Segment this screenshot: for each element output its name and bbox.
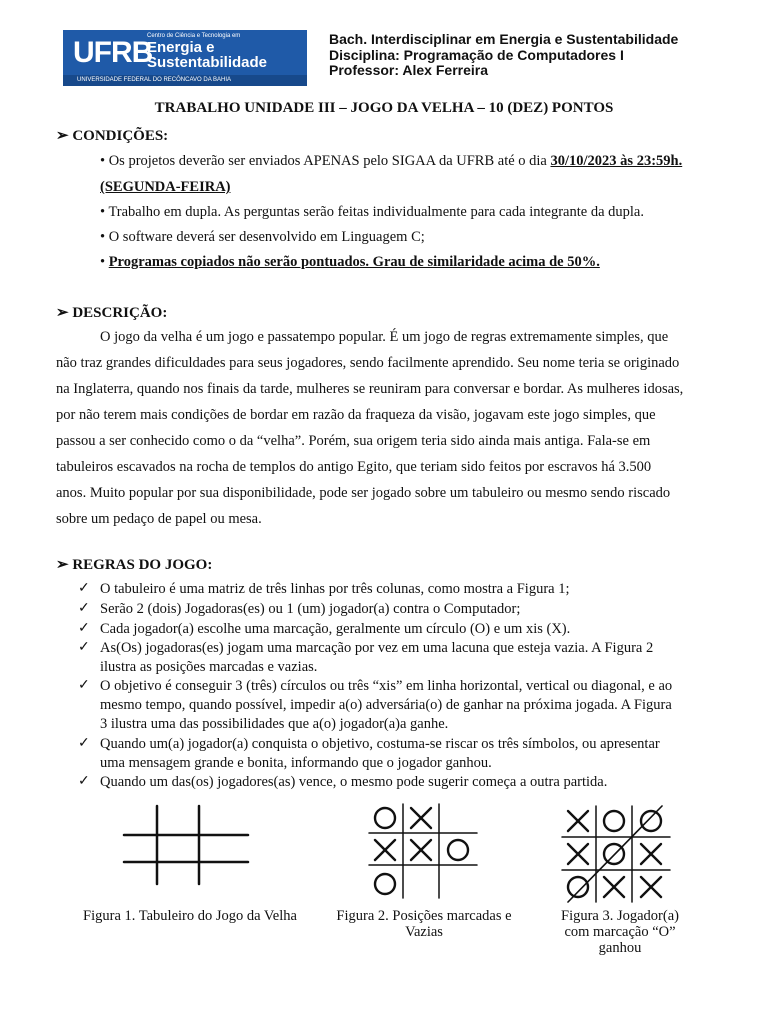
rule-item-cont: ilustra as posições marcadas e vazias.: [100, 659, 318, 675]
o-mark-icon: [448, 840, 468, 860]
rule-item-cont: uma mensagem grande e bonita, informando que o jogador ganhou.: [100, 755, 492, 771]
description-line: anos. Muito popular por sua disponibilidade, pode ser jogado sobre um tabuleiro ou mesmo sendo riscado: [56, 485, 671, 501]
x-mark-icon: [641, 844, 661, 864]
o-mark-icon: [375, 874, 395, 894]
rule-item-cont: mesmo tempo, quando possível, impedir a(o) adversária(o) de ganhar na próxima jogada. A Figura: [100, 697, 672, 713]
description-heading: ➢ DESCRIÇÃO:: [56, 305, 168, 321]
course-name: Bach. Interdisciplinar em Energia e Sustentabilidade: [329, 31, 679, 47]
logo-mark: UFRB: [73, 36, 153, 69]
check-icon: ✓: [78, 581, 90, 596]
description-line: não traz grandes dificuldades para seus jogadores, sendo facilmente aprendido. Seu nome teria se originado: [56, 355, 680, 371]
figure3-winning-board: [558, 800, 673, 905]
description-line: por não terem mais condições de bordar em razão da fraqueza da visão, jogavam este jogo simples, que: [56, 407, 656, 423]
rule-item: O objetivo é conseguir 3 (três) círculos ou três “xis” em linha horizontal, vertical ou diagonal, e ao: [100, 678, 673, 694]
description-line: na Inglaterra, quando nos finais da tarde, mulheres se reuniram para conversar e bordar. As mulheres idosas,: [56, 381, 684, 397]
deadline-day: (SEGUNDA-FEIRA): [100, 179, 231, 195]
check-icon: ✓: [78, 678, 90, 693]
figure3-caption: Figura 3. Jogador(a) com marcação “O” ganhou: [561, 908, 679, 956]
description-line: passou a ser conhecido como o da “velha”. Porém, sua origem teria sido ainda mais antiga. Fala-se em: [56, 433, 651, 449]
logo-title-line1: Energia e: [147, 39, 215, 56]
x-mark-icon: [411, 808, 431, 828]
figure2-marked-board: [365, 800, 480, 900]
professor-name: Professor: Alex Ferreira: [329, 62, 488, 78]
rule-item: Serão 2 (dois) Jogadoras(es) ou 1 (um) jogador(a) contra o Computador;: [100, 601, 521, 617]
o-mark-icon: [604, 811, 624, 831]
ufrb-logo: [63, 30, 307, 86]
o-mark-icon: [375, 808, 395, 828]
x-mark-icon: [568, 844, 588, 864]
logo-title-line2: Sustentabilidade: [147, 54, 268, 71]
x-mark-icon: [641, 877, 661, 897]
figure2-caption: Figura 2. Posições marcadas e Vazias: [336, 908, 512, 940]
check-icon: ✓: [78, 736, 90, 751]
check-icon: ✓: [78, 621, 90, 636]
check-icon: ✓: [78, 774, 90, 789]
conditions-item-deadline: • Os projetos deverão ser enviados APENAS pelo SIGAA da UFRB até o dia 30/10/2023 às 23:59h.: [100, 153, 683, 169]
x-mark-icon: [375, 840, 395, 860]
description-line: O jogo da velha é um jogo e passatempo popular. É um jogo de regras extremamente simples, que: [100, 329, 669, 345]
arrow-bullet-icon: ➢: [56, 305, 73, 321]
o-mark-icon: [641, 811, 661, 831]
rule-item: Quando um das(os) jogadores(as) vence, o mesmo pode sugerir começa a outra partida.: [100, 774, 608, 790]
o-mark-icon: [568, 877, 588, 897]
conditions-item-language: • O software deverá ser desenvolvido em Linguagem C;: [100, 229, 425, 245]
x-mark-icon: [568, 811, 588, 831]
arrow-bullet-icon: ➢: [56, 557, 73, 573]
conditions-item-pairs: • Trabalho em dupla. As perguntas serão feitas individualmente para cada integrante da dupla.: [100, 204, 644, 220]
figure1-caption: Figura 1. Tabuleiro do Jogo da Velha: [83, 908, 297, 924]
check-icon: ✓: [78, 640, 90, 655]
logo-title: [147, 40, 267, 70]
rule-item-cont: 3 ilustra uma das possibilidades que a(o) jogador(a)a ganhe.: [100, 716, 449, 732]
x-mark-icon: [411, 840, 431, 860]
description-line: tabuleiros escavados na rocha de templos do antigo Egito, que teriam sido feitos por escravos há 3.500: [56, 459, 652, 475]
figure1-empty-board: [118, 800, 258, 890]
rule-item: Cada jogador(a) escolhe uma marcação, geralmente um círculo (O) e um xis (X).: [100, 621, 571, 637]
deadline-date: 30/10/2023 às 23:59h.: [550, 153, 683, 169]
check-icon: ✓: [78, 601, 90, 616]
rule-item: Quando um(a) jogador(a) conquista o objetivo, costuma-se riscar os três símbolos, ou apresentar: [100, 736, 660, 752]
rules-heading: ➢ REGRAS DO JOGO:: [56, 557, 213, 573]
logo-university: UNIVERSIDADE FEDERAL DO RECÔNCAVO DA BAHIA: [63, 75, 307, 86]
x-mark-icon: [604, 877, 624, 897]
rule-item: As(Os) jogadoras(es) jogam uma marcação por vez em uma lacuna que esteja vazia. A Figura 2: [100, 640, 654, 656]
rule-item: O tabuleiro é uma matriz de três linhas por três colunas, como mostra a Figura 1;: [100, 581, 570, 597]
conditions-item-plagiarism: • Programas copiados não serão pontuados. Grau de similaridade acima de 50%.: [100, 254, 600, 270]
document-title: TRABALHO UNIDADE III – JOGO DA VELHA – 10 (DEZ) PONTOS: [154, 100, 614, 116]
logo-center-text: Centro de Ciência e Tecnologia em: [147, 33, 241, 39]
conditions-heading: ➢ CONDIÇÕES:: [56, 128, 169, 144]
arrow-bullet-icon: ➢: [56, 128, 73, 144]
description-line: sobre um pedaço de papel ou mesa.: [56, 511, 262, 527]
discipline-name: Disciplina: Programação de Computadores I: [329, 47, 624, 63]
